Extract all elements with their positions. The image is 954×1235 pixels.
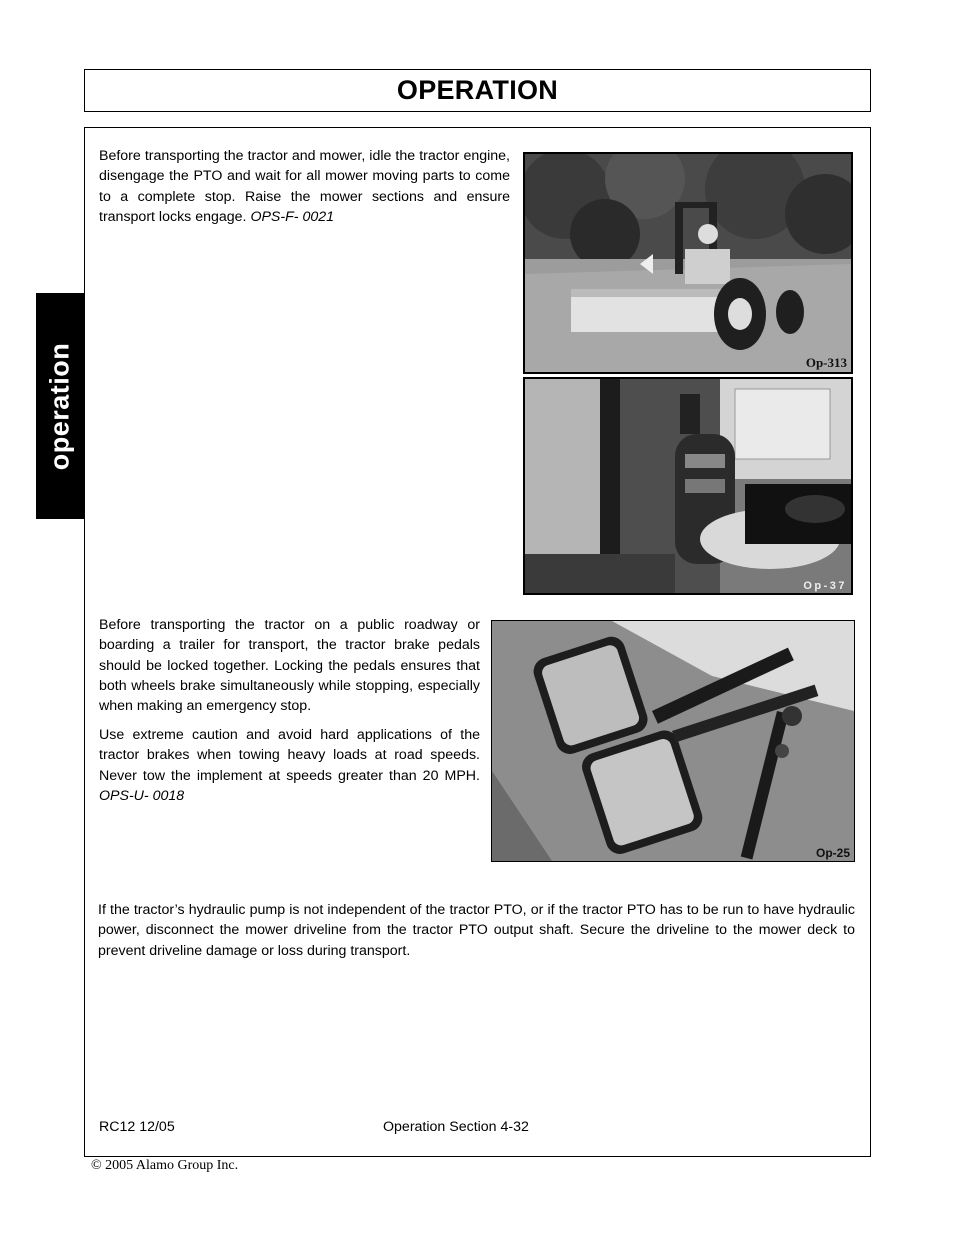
- photo-brake-pedals: [491, 620, 855, 862]
- hydraulic-paragraph: If the tractor’s hydraulic pump is not independent of the tractor PTO, or if the tractor PTO has to be run to have hydraulic power, disconnect the mower driveline from the tractor PTO output shaft. Secure the driveline to the mower deck to prevent driveline damage or loss during transport.: [98, 902, 855, 959]
- transport-ref: OPS-F- 0021: [250, 208, 335, 225]
- brakes-paragraph-2: Use extreme caution and avoid hard applications of the tractor brakes when towing heavy loads at road speeds. Never tow the implement at speeds greater than 20 MPH. OPS-U- 0018: [99, 727, 480, 804]
- footer-doc-id: RC12 12/05: [99, 1119, 175, 1135]
- tractor-transport-image: [525, 154, 851, 372]
- footer-section: Operation Section 4-32: [383, 1119, 529, 1135]
- brake-pedals-image: [492, 621, 854, 861]
- figure-caption-op25: Op-25: [815, 846, 850, 860]
- brakes-ref: OPS-U- 0018: [99, 787, 185, 804]
- page-header: [84, 69, 871, 112]
- photo-cab-controls: [523, 377, 853, 595]
- transport-paragraph: Before transporting the tractor and mower, idle the tractor engine, disengage the PTO and wait for all mower moving parts to come to a complete stop. Raise the mower sections and ensure transport locks engage. OPS-F- 0021: [99, 148, 510, 225]
- photo-tractor-transport: [523, 152, 853, 374]
- figure-caption-op313: Op-313: [805, 355, 847, 370]
- copyright: © 2005 Alamo Group Inc.: [91, 1158, 239, 1173]
- side-tab-label: operation: [44, 342, 75, 470]
- side-tab: [36, 293, 84, 519]
- cab-controls-image: [525, 379, 851, 593]
- page-title: OPERATION: [396, 75, 559, 105]
- figure-caption-op37: Op-37: [803, 580, 847, 592]
- brakes-paragraph-1: Before transporting the tractor on a public roadway or boarding a trailer for transport, the tractor brake pedals should be locked together. Locking the pedals ensures that both wheels brake simultaneously while stopping, especially when making an emergency stop.: [99, 617, 480, 715]
